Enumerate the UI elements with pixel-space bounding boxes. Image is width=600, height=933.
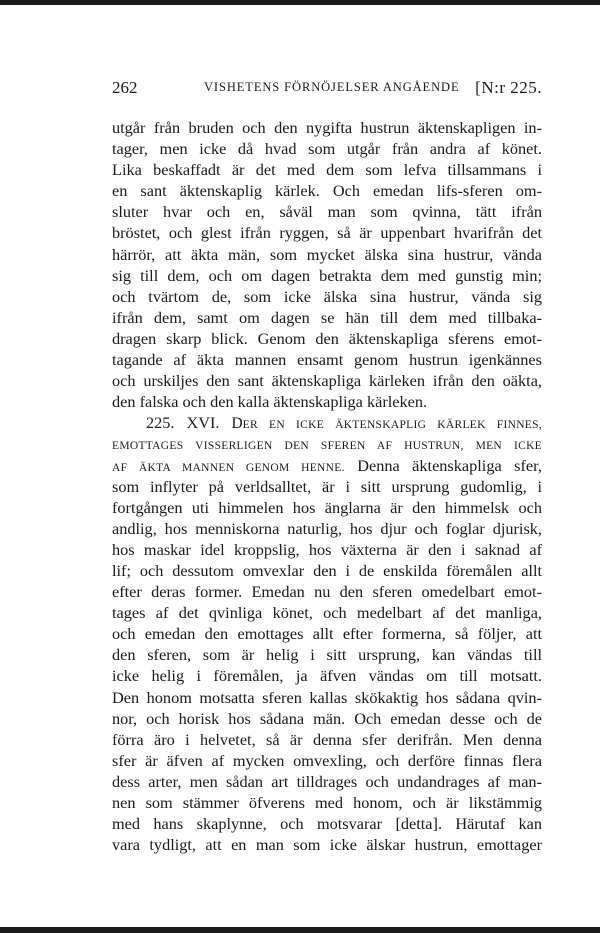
body-text xyxy=(112,117,542,855)
text-line: och tvärtom de, som icke älska sina hustrur, vända sig xyxy=(112,286,542,306)
text-line: och emedan den emottages allt efter formerna, så följer, att xyxy=(112,624,542,644)
text-line: ifrån dem, samt om dagen se hän till dem med tillbaka- xyxy=(112,307,542,327)
text-line: Den honom motsatta sferen kallas skökaktig hos sådana qvin- xyxy=(112,687,542,707)
running-title: VISHETENS FÖRNÖJELSER ANGÅENDE xyxy=(204,80,460,94)
section-225 xyxy=(112,412,542,855)
text-line: en sant äktenskaplig kärlek. Och emedan lifs-sferen om- xyxy=(112,181,542,201)
text-line: dragen skarp blick. Genom den äktenskapliga sferens emot- xyxy=(112,328,542,348)
text-line: icke helig i föremålen, ja äfven vändas om till motsatt. xyxy=(112,666,542,686)
text-line: vara tydligt, att en man som icke älskar hustrun, emottager xyxy=(112,835,542,855)
top-border-line xyxy=(0,0,600,5)
section-roman-numeral: XVI. xyxy=(186,413,220,433)
heading-smallcaps: ER EN ICKE ÄKTENSKAPLIG KÄRLEK FINNES, xyxy=(242,419,542,432)
section-heading-line xyxy=(112,412,542,433)
text-line: tager, men icke då hvad som utgår från andra af könet. xyxy=(112,139,542,159)
text-line: förra äro i helvetet, så är denna sfer derifrån. Men denna xyxy=(112,729,542,749)
section-heading-line xyxy=(112,455,542,476)
text-line: andlig, hos menniskorna naturlig, hos djur och foglar djurisk, xyxy=(112,518,542,538)
section-text: Denna äktenskapliga sfer, xyxy=(357,455,542,475)
text-line: Lika beskaffadt är det med dem som lefva tillsammans i xyxy=(112,160,542,180)
text-line: med hans skaplynne, och motsvarar [detta]. Härutaf kan xyxy=(112,814,542,834)
text-line: nen som stämmer öfverens med honom, och är likstämmig xyxy=(112,793,542,812)
text-line: bröstet, och glest ifrån ryggen, så är uppenbart hvarifrån det xyxy=(112,223,542,243)
text-line: lif; och dessutom omvexlar den i de enskilda föremålen allt xyxy=(112,560,542,580)
text-line: fortgången uti himmelen hos änglarna är den himmelsk och xyxy=(112,497,542,517)
text-line: efter deras former. Emedan nu den sferen omedelbart emot- xyxy=(112,582,542,602)
text-line: nor, och horisk hos sådana män. Och emedan desse och de xyxy=(112,708,542,728)
paragraph-continuation xyxy=(112,117,542,412)
text-line: sfer är äfven af mycken omvexling, och derföre finnas flera xyxy=(112,750,542,770)
text-line: sig till dem, och om dagen betrakta dem med gunstig min; xyxy=(112,265,542,285)
text-line: hos maskar idel kroppslig, hos växterna är den i saknad af xyxy=(112,539,542,559)
page-number: 262 xyxy=(112,78,138,97)
text-line: och urskiljes den sant äktenskapliga kärleken ifrån den oäkta, xyxy=(112,371,542,391)
text-line: som inflyter på verldsalltet, är i sitt ursprung gudomlig, i xyxy=(112,476,542,496)
heading-initial: D xyxy=(231,415,243,433)
text-line: den falska och den kalla äktenskapliga kärleken. xyxy=(112,392,428,412)
text-line: dess arter, men sådan art tilldrages och undandrages af man- xyxy=(112,771,542,791)
section-heading-line xyxy=(112,433,542,454)
bottom-border-line xyxy=(0,927,600,933)
text-line: utgår från bruden och den nygifta hustrun äktenskapligen in- xyxy=(112,118,542,137)
text-line: den sferen, som är helig i sitt ursprung, kan vändas till xyxy=(112,645,542,665)
section-number: 225. xyxy=(146,413,175,433)
section-reference: [N:r 225. xyxy=(475,78,542,97)
text-line: tages af det qvinliga könet, och medelbart af det manliga, xyxy=(112,603,542,623)
heading-smallcaps: EMOTTAGES VISSERLIGEN DEN SFEREN AF HUSTRUN, MEN ICKE xyxy=(112,440,542,453)
text-line: härrör, att äkta män, som mycket älska sina hustrur, vända xyxy=(112,244,542,264)
text-line: sluter hvar och en, såväl man som qvinna, tätt ifrån xyxy=(112,202,542,222)
heading-smallcaps: AF ÄKTA MANNEN GENOM HENNE. xyxy=(112,461,345,474)
page-header xyxy=(112,78,542,100)
text-line: tagande af äkta mannen ensamt genom hustrun igenkännes xyxy=(112,350,542,370)
